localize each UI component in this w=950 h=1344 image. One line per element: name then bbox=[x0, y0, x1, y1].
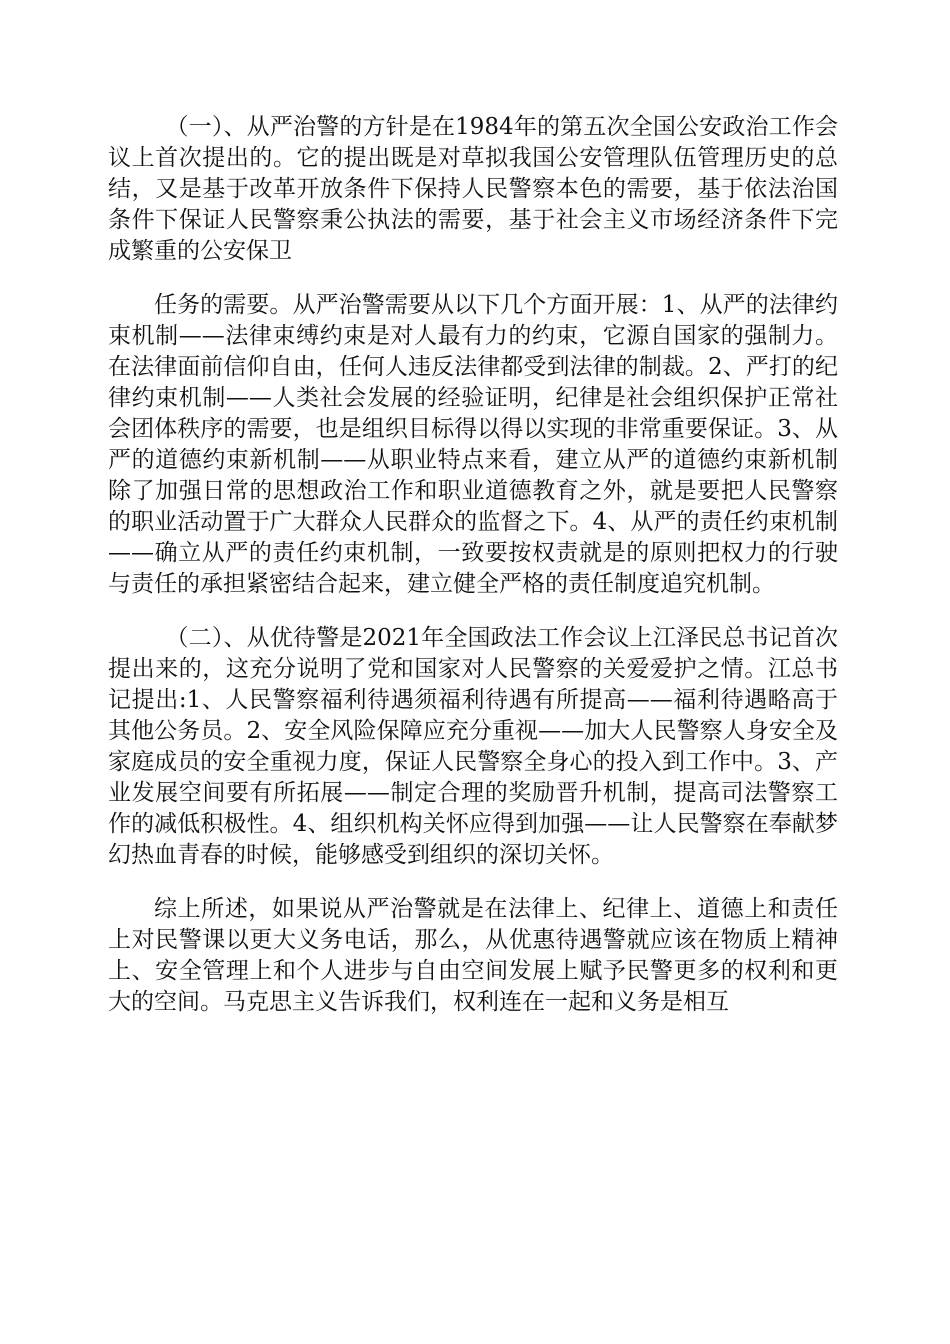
paragraph-4: 综上所述，如果说从严治警就是在法律上、纪律上、道德上和责任上对民警课以更大义务电话，那么，从优惠待遇警就应该在物质上精神上、安全管理上和个人进步与自由空间发展上赋予民警更多的权利和更大的空间。马克思主义告诉我们，权利连在一起和义务是相互 bbox=[108, 896, 838, 1015]
document-body bbox=[108, 112, 838, 1018]
paragraph-2: 任务的需要。从严治警需要从以下几个方面开展：1、从严的法律约束机制——法律束缚约束是对人最有力的约束，它源自国家的强制力。在法律面前信仰自由，任何人违反法律都受到法律的制裁。2、严打的纪律约束机制——人类社会发展的经验证明，纪律是社会组织保护正常社会团体秩序的需要，也是组织目标得以得以实现的非常重要保证。3、从严的道德约束新机制——从职业特点来看，建立从严的道德约束新机制除了加强日常的思想政治工作和职业道德教育之外，就是要把人民警察的职业活动置于广大群众人民群众的监督之下。4、从严的责任约束机制——确立从严的责任约束机制，一致要按权责就是的原则把权力的行驶与责任的承担紧密结合起来，建立健全严格的责任制度追究机制。 bbox=[108, 292, 838, 597]
paragraph-3: （二）、从优待警是2021年全国政法工作会议上江泽民总书记首次提出来的，这充分说明了党和国家对人民警察的关爱爱护之情。江总书记提出:1、人民警察福利待遇须福利待遇有所提高——福利待遇略高于其他公务员。2、安全风险保障应充分重视——加大人民警察人身安全及家庭成员的安全重视力度，保证人民警察全身心的投入到工作中。3、产业发展空间要有所拓展——制定合理的奖励晋升机制，提高司法警察工作的减低积极性。4、组织机构关怀应得到加强——让人民警察在奉献梦幻热血青春的时候，能够感受到组织的深切关怀。 bbox=[108, 625, 838, 868]
paragraph-gap bbox=[108, 267, 838, 290]
paragraph-gap bbox=[108, 600, 838, 623]
paragraph-gap bbox=[108, 871, 838, 894]
paragraph-1: （一）、从严治警的方针是在1984年的第五次全国公安政治工作会议上首次提出的。它的提出既是对草拟我国公安管理队伍管理历史的总结，又是基于改革开放条件下保持人民警察本色的需要，基于依法治国条件下保证人民警察秉公执法的需要，基于社会主义市场经济条件下完成繁重的公安保卫 bbox=[108, 114, 838, 264]
